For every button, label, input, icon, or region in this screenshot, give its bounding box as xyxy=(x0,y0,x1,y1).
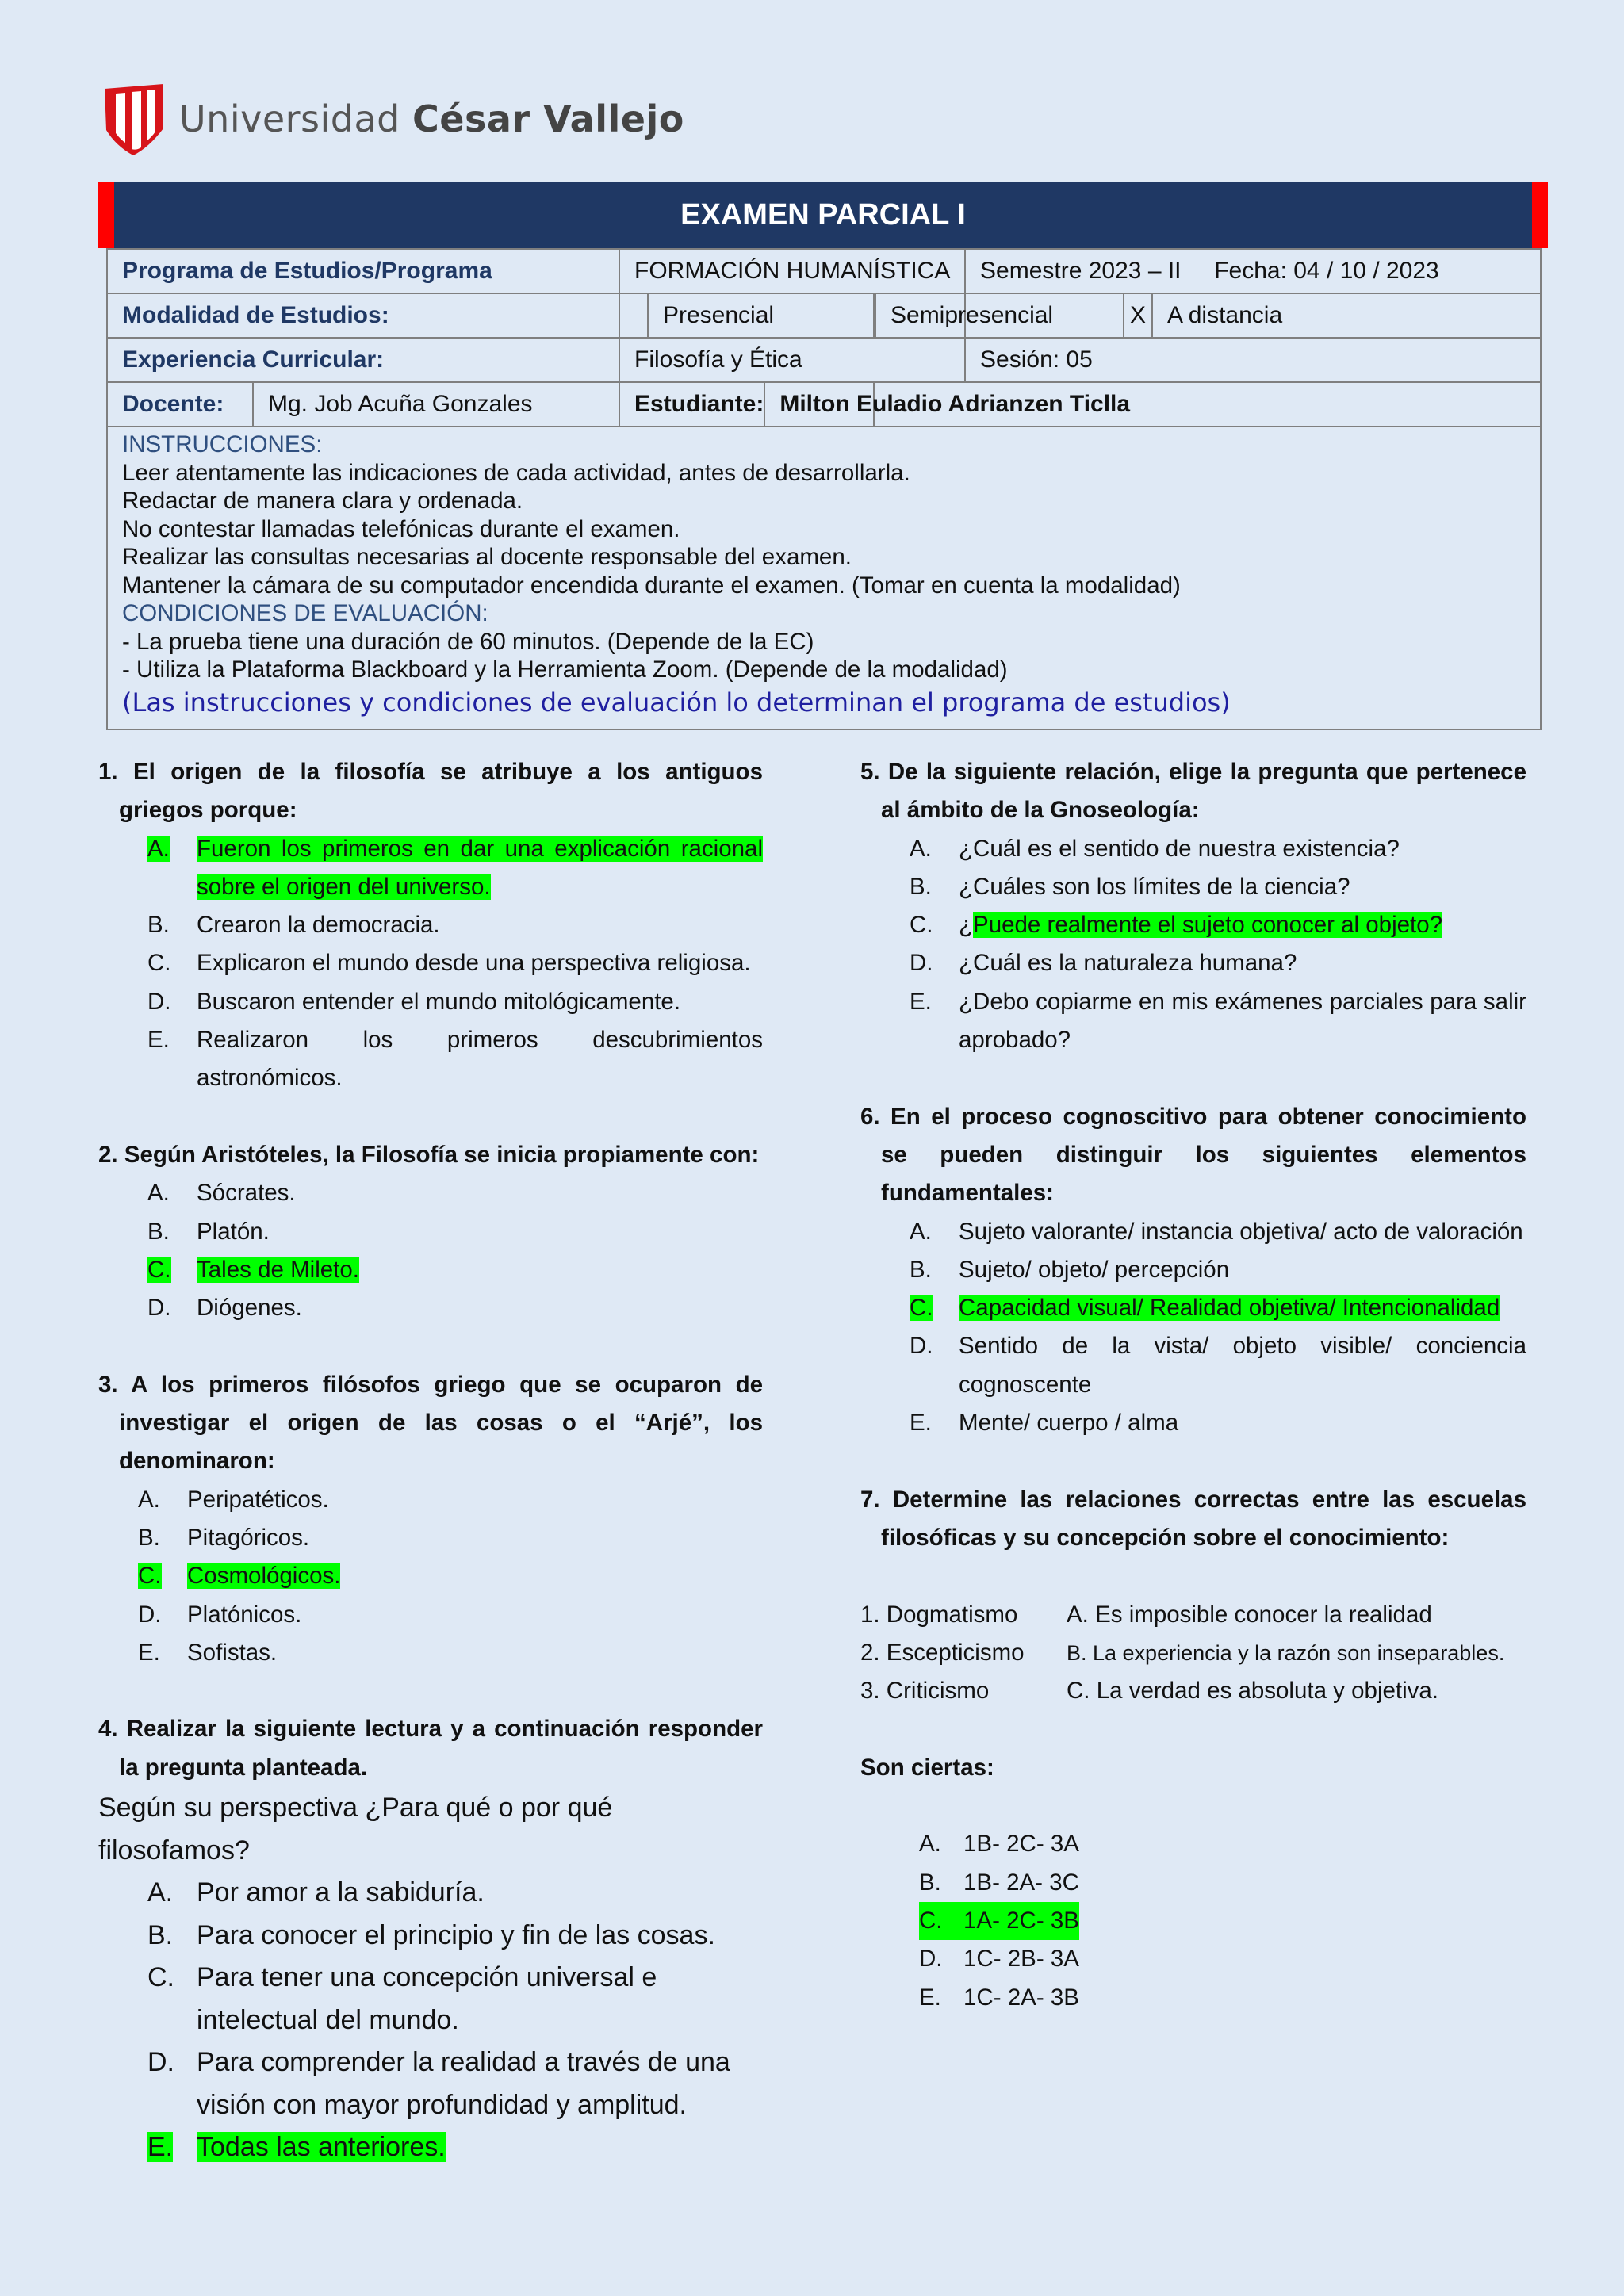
q4-option-d: D. Para comprender la realidad a través de una visión con mayor profundidad y amplitud. xyxy=(147,2047,730,2120)
session: Sesión: 05 xyxy=(965,338,1541,382)
q1-option-a: A. Fueron los primeros en dar una explicación racional sobre el origen del universo. xyxy=(147,835,763,900)
q2-option-a: A. Sócrates. xyxy=(147,1180,296,1207)
question-3: 3. A los primeros filósofos griego que se ocuparon de investigar el origen de las cosas o el “Arjé”, los denominaron: xyxy=(98,1371,763,1475)
q4-option-c: C. Para tener una concepción universal e intelectual del mundo. xyxy=(147,1962,657,2035)
q7-relation-2: 2. Escepticismo B. La experiencia y la razón son inseparables. xyxy=(860,1639,1505,1666)
instructions-box xyxy=(107,427,1541,729)
q1-option-b: B. Crearon la democracia. xyxy=(147,912,440,939)
q2-option-b: B. Platón. xyxy=(147,1218,270,1245)
student-cell xyxy=(619,382,1131,427)
q7-relation-3: 3. Criticismo C. La verdad es absoluta y objetiva. xyxy=(860,1678,1439,1705)
university-shield-icon xyxy=(102,81,167,157)
course-value: Filosofía y Ética xyxy=(619,338,965,382)
q6-option-e: E. Mente/ cuerpo / alma xyxy=(910,1410,1179,1437)
student-label: Estudiante: xyxy=(620,383,765,426)
question-2: 2. Según Aristóteles, la Filosofía se inicia propiamente con: xyxy=(98,1141,760,1168)
instruction-line: Mantener la cámara de su computador encendida durante el examen. (Tomar en cuenta la modalidad) xyxy=(122,572,1181,599)
condition-line: - Utiliza la Plataforma Blackboard y la Herramienta Zoom. (Depende de la modalidad) xyxy=(122,656,1008,683)
q5-option-a: A. ¿Cuál es el sentido de nuestra existencia? xyxy=(910,835,1400,862)
right-column xyxy=(860,753,1526,2017)
q5-option-e: E. ¿Debo copiarme en mis exámenes parciales para salir aprobado? xyxy=(910,988,1526,1054)
distancia-checkbox-mark: X xyxy=(1124,293,1152,338)
university-logo xyxy=(102,79,684,159)
condition-line: - La prueba tiene una duración de 60 minutos. (Depende de la EC) xyxy=(122,628,814,655)
course-label: Experiencia Curricular: xyxy=(107,338,619,382)
instruction-line: Redactar de manera clara y ordenada. xyxy=(122,488,523,514)
university-name: Universidad César Vallejo xyxy=(179,98,684,140)
q5-option-c: C. ¿Puede realmente el sujeto conocer al objeto? xyxy=(910,912,1443,939)
q3-option-e: E. Sofistas. xyxy=(138,1639,278,1666)
q6-option-b: B. Sujeto/ objeto/ percepción xyxy=(910,1256,1230,1283)
question-6: 6. En el proceso cognoscitivo para obtener conocimiento se pueden distinguir los siguientes elementos fundamentales: xyxy=(860,1103,1526,1207)
exam-info-table xyxy=(106,248,1542,730)
question-5: 5. De la siguiente relación, elige la pregunta que pertenece al ámbito de la Gnoseología: xyxy=(860,759,1526,824)
instruction-line: Realizar las consultas necesarias al docente responsable del examen. xyxy=(122,544,852,570)
q4-option-a: A. Por amor a la sabiduría. xyxy=(147,1877,485,1908)
q1-option-c: C. Explicaron el mundo desde una perspectiva religiosa. xyxy=(147,950,751,977)
program-label: Programa de Estudios/Programa xyxy=(107,249,619,293)
q1-option-e: E. Realizaron los primeros descubrimientos astronómicos. xyxy=(147,1027,763,1092)
instruction-line: No contestar llamadas telefónicas durante el examen. xyxy=(122,515,680,542)
modality-label: Modalidad de Estudios: xyxy=(107,293,619,338)
instruction-line: Leer atentamente las indicaciones de cada actividad, antes de desarrollarla. xyxy=(122,459,910,486)
instructions-footer: (Las instrucciones y condiciones de evaluación lo determinan el programa de estudios) xyxy=(122,687,1231,718)
q7-option-b: B. 1B- 2A- 3C xyxy=(919,1869,1079,1896)
exam-date: Fecha: 04 / 10 / 2023 xyxy=(1214,258,1439,284)
q4-prompt: Según su perspectiva ¿Para qué o por qué filosofamos? xyxy=(98,1793,613,1866)
semipresencial-checkbox xyxy=(874,293,1054,338)
q7-option-a: A. 1B- 2C- 3A xyxy=(919,1831,1079,1858)
question-4: 4. Realizar la siguiente lectura y a continuación responder la pregunta planteada. xyxy=(98,1716,763,1781)
presencial-label: Presencial xyxy=(648,293,874,338)
exam-title: EXAMEN PARCIAL I xyxy=(98,182,1548,248)
q7-relation-1: 1. Dogmatismo A. Es imposible conocer la realidad xyxy=(860,1601,1432,1628)
q2-option-c: C. Tales de Mileto. xyxy=(147,1256,359,1283)
program-value: FORMACIÓN HUMANÍSTICA xyxy=(619,249,965,293)
q5-option-d: D. ¿Cuál es la naturaleza humana? xyxy=(910,950,1297,977)
q7-option-c: C. 1A- 2C- 3B xyxy=(860,1902,1526,1940)
semipresencial-label: Semipresencial xyxy=(891,302,1054,328)
q3-option-c: C. Cosmológicos. xyxy=(138,1563,341,1590)
question-1: 1. El origen de la filosofía se atribuye a los antiguos griegos porque: xyxy=(98,759,763,824)
q4-option-b: B. Para conocer el principio y fin de las cosas. xyxy=(147,1919,715,1950)
q3-option-a: A. Peripatéticos. xyxy=(138,1486,329,1513)
q6-option-d: D. Sentido de la vista/ objeto visible/ conciencia cognoscente xyxy=(910,1333,1526,1398)
q3-option-b: B. Pitagóricos. xyxy=(138,1524,310,1551)
question-7: 7. Determine las relaciones correctas entre las escuelas filosóficas y su concepción sobre el conocimiento: xyxy=(860,1486,1526,1551)
q7-true-label: Son ciertas: xyxy=(860,1754,994,1781)
conditions-heading: CONDICIONES DE EVALUACIÓN: xyxy=(122,600,488,626)
q7-option-d: D. 1C- 2B- 3A xyxy=(919,1946,1079,1973)
student-value: Milton Euladio Adrianzen Ticlla xyxy=(779,391,1131,417)
semester: Semestre 2023 – II xyxy=(980,258,1182,284)
q7-option-e: E. 1C- 2A- 3B xyxy=(919,1984,1079,2011)
semester-date xyxy=(965,249,1541,293)
q2-option-d: D. Diógenes. xyxy=(147,1295,302,1322)
presencial-checkbox xyxy=(619,293,648,338)
q4-option-e: E. Todas las anteriores. xyxy=(147,2132,446,2163)
instructions-heading: INSTRUCCIONES: xyxy=(122,431,323,457)
q5-option-b: B. ¿Cuáles son los límites de la ciencia? xyxy=(910,873,1350,900)
q6-option-a: A. Sujeto valorante/ instancia objetiva/ acto de valoración xyxy=(910,1218,1523,1245)
distancia-label: A distancia xyxy=(1152,293,1541,338)
q6-option-c: C. Capacidad visual/ Realidad objetiva/ Intencionalidad xyxy=(910,1295,1500,1322)
q3-option-d: D. Platónicos. xyxy=(138,1601,302,1628)
teacher-value: Mg. Job Acuña Gonzales xyxy=(253,382,619,427)
teacher-label: Docente: xyxy=(107,382,253,427)
q1-option-d: D. Buscaron entender el mundo mitológicamente. xyxy=(147,988,681,1015)
left-column xyxy=(98,753,763,2169)
